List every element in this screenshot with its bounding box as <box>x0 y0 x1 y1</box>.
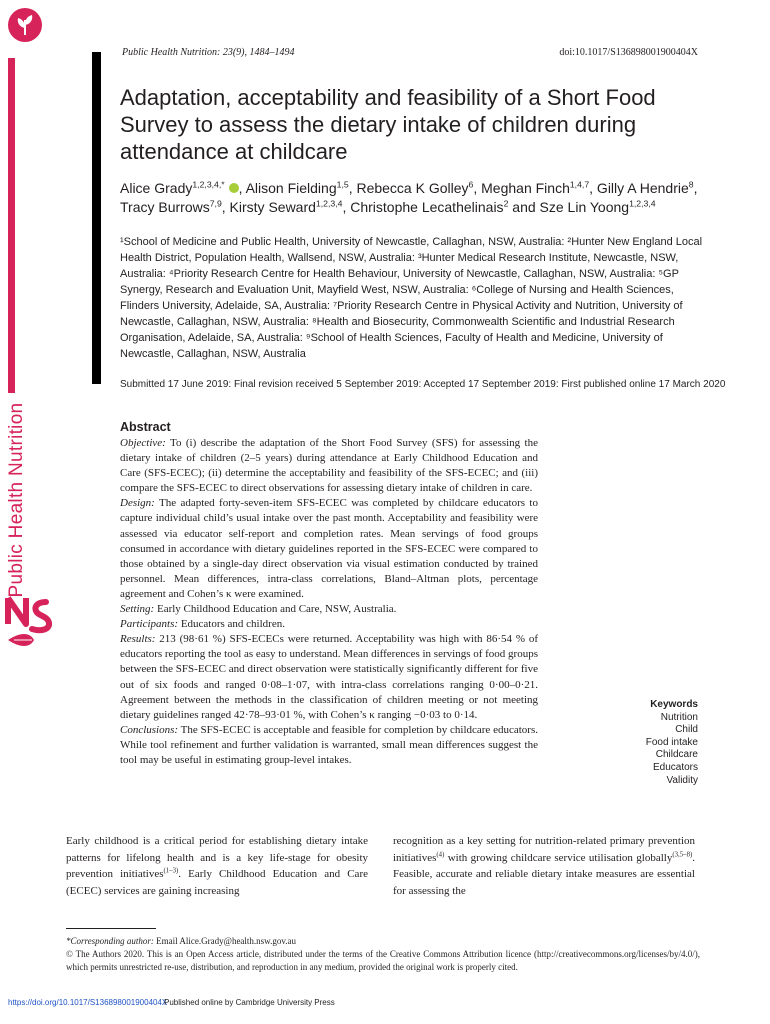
abstract-text: 213 (98·61 %) SFS-ECECs were returned. Acceptability was high with 86·54 % of educators reporting the tool as easy to understand. Mean differences in servings of food groups between the SFS-ECEC and direct observation were statistically significantly different for five out of six foods and ranged 0·08–1·07, with intra-class correlations ranging 0·00–0·21. Agreement between the methods in the classification of children meeting or not meeting dietary guidelines ranged 42·78–93·01 %, with Cohen’s κ ranging −0·03 to 0·14. <box>120 633 538 721</box>
body-text: . Feasible, accurate and reliable dietary intake measures are essential for assessing the <box>393 851 695 897</box>
abstract-design <box>120 496 538 602</box>
article-doi: doi:10.1017/S136898001900404X <box>559 47 698 58</box>
body-column-right <box>393 833 695 899</box>
author-affil-sup: 6 <box>468 179 474 190</box>
journal-citation: Public Health Nutrition: 23(9), 1484–1494 <box>122 47 295 58</box>
header-black-bar <box>92 52 101 384</box>
author-name[interactable]: , Alison Fielding <box>238 180 337 196</box>
ns-logo-icon <box>2 596 58 654</box>
keyword-item: Food intake <box>645 736 698 748</box>
abstract-results <box>120 632 538 723</box>
author-affil-sup: 7,9 <box>209 198 222 209</box>
author-name[interactable]: and Sze Lin Yoong <box>508 199 630 215</box>
author-name[interactable]: , Christophe Lecathelinais <box>342 199 504 215</box>
doi-link[interactable]: https://doi.org/10.1017/S136898001900404X <box>8 998 168 1007</box>
abstract-label: Setting: <box>120 603 155 616</box>
author-name[interactable]: , Kirsty Seward <box>221 199 316 215</box>
corr-email[interactable]: Email Alice.Grady@health.nsw.gov.au <box>153 936 297 946</box>
abstract-label: Results: <box>120 633 156 646</box>
abstract-text: Early Childhood Education and Care, NSW, Australia. <box>154 603 397 616</box>
abstract-label: Objective: <box>120 437 166 449</box>
author-affil-sup: 1,2,3,4,* <box>192 179 225 190</box>
author-affil-sup: 1,5 <box>336 179 349 190</box>
citation-ref[interactable]: (4) <box>436 850 445 858</box>
abstract-heading: Abstract <box>120 420 171 434</box>
keyword-item: Educators <box>652 761 698 773</box>
citation-ref[interactable]: (3,5–8) <box>672 850 693 858</box>
keyword-item: Validity <box>666 774 698 786</box>
corr-label: *Corresponding author: <box>66 936 154 946</box>
author-name[interactable]: , Rebecca K Golley <box>348 180 469 196</box>
abstract-label: Participants: <box>120 618 179 631</box>
article-title: Adaptation, acceptability and feasibility of a Short Food Survey to assess the dietary intake of children during attendance at childcare <box>120 85 656 164</box>
keyword-item: Child <box>675 724 698 736</box>
keywords-box <box>646 699 698 787</box>
abstract-text: Educators and children. <box>178 618 285 631</box>
keyword-item: Nutrition <box>660 711 698 723</box>
abstract-label: Conclusions: <box>120 723 179 736</box>
citation-ref[interactable]: (1–3) <box>163 867 179 875</box>
footnote <box>66 935 700 974</box>
keyword-item: Childcare <box>655 749 698 761</box>
author-name[interactable]: , Gilly A Hendrie <box>589 180 689 196</box>
abstract-label: Design: <box>120 497 155 510</box>
keywords-heading: Keywords <box>650 699 698 710</box>
abstract-participants <box>120 617 538 632</box>
abstract-objective <box>120 436 538 496</box>
abstract-text: To (i) describe the adaptation of the Short Food Survey (SFS) for assessing the dietary intake of children (2–5 years) during attendance at Early Childhood Education and Care (SFS-ECEC); (ii) determine the acceptability and feasibility of the SFS-ECEC; and (iii) compare the SFS-ECEC to direct observations for assessing dietary intake of children in care. <box>120 437 538 495</box>
leaf-icon <box>8 8 42 42</box>
journal-name-vertical: Public Health Nutrition <box>6 402 27 598</box>
abstract-body <box>120 436 538 768</box>
license-text: © The Authors 2020. This is an Open Access article, distributed under the terms of the Creative Commons Attribution licence (http://creativecommons.org/licenses/by/4.0/), which permits unrestricted re-use, distribution, and reproduction in any medium, provided the original work is properly cited. <box>66 949 700 972</box>
abstract-text: The adapted forty-seven-item SFS-ECEC was completed by childcare educators to capture individual child’s usual intake over the past month. Acceptability and feasibility were assessed via educator self-report and completion rates. Mean servings of food groups consumed in accordance with dietary guidelines reported in the SFS-ECEC were compared to those obtained by a single-day direct observation via visual estimation conducted by trained personnel. Mean differences, intra-class correlations, Bland–Altman plots, percentage agreement and Cohen’s κ were examined. <box>120 497 538 600</box>
footnote-rule <box>66 928 156 929</box>
author-affil-sup: 1,2,3,4 <box>315 198 343 209</box>
body-text: . Early Childhood Education and Care (ECEC) services are gaining increasing <box>66 868 368 897</box>
body-text: recognition as a key setting for nutrition-related primary prevention initiatives <box>393 835 695 864</box>
author-list <box>120 179 720 217</box>
author-name[interactable]: , Meghan Finch <box>473 180 570 196</box>
affiliations: ¹School of Medicine and Public Health, University of Newcastle, Callaghan, NSW, Australia: ²Hunter New England Local Health District, Population Health, Wallsend, NSW, Australia: ³Hunter Medical Research Institute, Newcastle, NSW, Australia: ⁴Priority Research Centre for Health Behaviour, University of Newcastle, Callaghan, NSW, Australia: ⁵GP Synergy, Research and Evaluation Unit, Mayfield West, NSW, Australia: ⁶College of Nursing and Health Sciences, Flinders University, Adelaide, SA, Australia: ⁷Priority Research Centre in Physical Activity and Nutrition, University of Newcastle, Callaghan, NSW, Australia: ⁸Health and Biosecurity, Commonwealth Scientific and Industrial Research Organisation, Adelaide, SA, Australia: ⁹School of Health Sciences, Faculty of Health and Medicine, University of Newcastle, Callaghan, NSW, Australia <box>120 236 703 360</box>
author-affil-sup: 1,2,3,4 <box>629 198 656 209</box>
abstract-conclusions <box>120 723 538 768</box>
body-column-left <box>66 833 368 899</box>
author-affil-sup: 2 <box>503 198 509 209</box>
submission-dates: Submitted 17 June 2019: Final revision received 5 September 2019: Accepted 17 September 2019: First published online 17 March 2020 <box>120 379 726 390</box>
orcid-icon[interactable] <box>229 183 239 193</box>
corresponding-author <box>66 935 700 948</box>
body-text: Early childhood is a critical period for establishing dietary intake patterns for lifelong health and is a key life-stage for obesity prevention initiatives <box>66 835 368 880</box>
abstract-text: The SFS-ECEC is acceptable and feasible for completion by childcare educators. While tool refinement and further validation is warranted, small mean differences suggest the tool may be useful in estimating group-level intakes. <box>120 723 538 766</box>
published-by: Published online by Cambridge University Press <box>164 998 335 1007</box>
author-affil-sup: 8 <box>688 179 694 190</box>
abstract-setting <box>120 602 538 617</box>
author-name[interactable]: Alice Grady <box>120 180 193 196</box>
author-affil-sup: 1,4,7 <box>569 179 590 190</box>
sidebar-accent-bar <box>8 58 15 393</box>
body-text: with growing childcare service utilisation globally <box>444 851 673 864</box>
author-name[interactable]: , Tracy Burrows <box>120 180 698 215</box>
